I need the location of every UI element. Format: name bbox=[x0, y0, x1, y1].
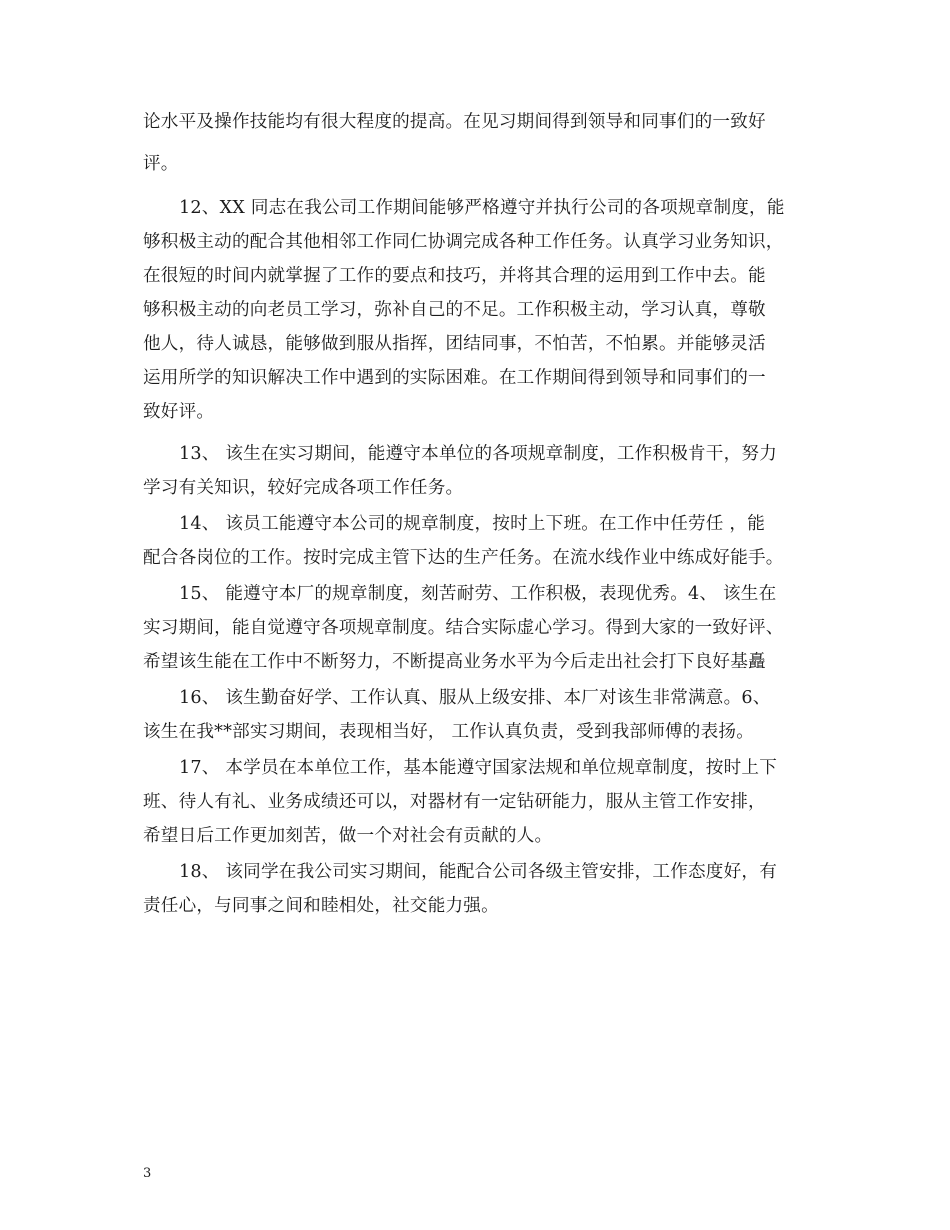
text-line: 18、 该同学在我公司实习期间，能配合公司各级主管安排，工作态度好，有 bbox=[179, 862, 777, 882]
text-line: 评。 bbox=[143, 154, 179, 174]
text-line: 12、XX 同志在我公司工作期间能够严格遵守并执行公司的各项规章制度，能 bbox=[179, 198, 785, 218]
text-line: 够积极主动的配合其他相邻工作同仁协调完成各种工作任务。认真学习业务知识， bbox=[143, 232, 784, 252]
text-line: 责任心，与同事之间和睦相处，社交能力强。 bbox=[143, 896, 499, 916]
text-line: 班、待人有礼、业务成绩还可以，对器材有一定钻研能力，服从主管工作安排， bbox=[143, 792, 766, 812]
page-number: 3 bbox=[143, 1166, 152, 1181]
text-line: 致好评。 bbox=[143, 402, 215, 422]
text-line: 学习有关知识，较好完成各项工作任务。 bbox=[143, 478, 464, 498]
text-line: 14、 该员工能遵守本公司的规章制度，按时上下班。在工作中任劳任 ，能 bbox=[179, 514, 765, 534]
text-line: 15、 能遵守本厂的规章制度，刻苦耐劳、工作积极，表现优秀。4、 该生在 bbox=[179, 584, 777, 604]
text-line: 够积极主动的向老员工学习，弥补自己的不足。工作积极主动，学习认真，尊敬 bbox=[143, 300, 766, 320]
text-line: 实习期间，能自觉遵守各项规章制度。结合实际虚心学习。得到大家的一致好评、 bbox=[143, 618, 784, 638]
text-line: 配合各岗位的工作。按时完成主管下达的生产任务。在流水线作业中练成好能手。 bbox=[143, 548, 784, 568]
text-line: 运用所学的知识解决工作中遇到的实际困难。在工作期间得到领导和同事们的一 bbox=[143, 368, 766, 388]
text-line: 该生在我**部实习期间，表现相当好， 工作认真负责，受到我部师傅的表扬。 bbox=[143, 722, 754, 742]
text-line: 16、 该生勤奋好学、工作认真、服从上级安排、本厂对该生非常满意。6、 bbox=[179, 688, 771, 708]
text-line: 论水平及操作技能均有很大程度的提高。在见习期间得到领导和同事们的一致好 bbox=[143, 112, 766, 132]
text-line: 13、 该生在实习期间，能遵守本单位的各项规章制度，工作积极肯干，努力 bbox=[179, 444, 777, 464]
text-line: 他人，待人诚恳，能够做到服从指挥，团结同事，不怕苦，不怕累。并能够灵活 bbox=[143, 334, 766, 354]
text-line: 在很短的时间内就掌握了工作的要点和技巧，并将其合理的运用到工作中去。能 bbox=[143, 266, 766, 286]
text-line: 希望日后工作更加刻苦，做一个对社会有贡献的人。 bbox=[143, 826, 553, 846]
text-line: 17、 本学员在本单位工作，基本能遵守国家法规和单位规章制度，按时上下 bbox=[179, 758, 777, 778]
text-line: 希望该生能在工作中不断努力，不断提高业务水平为今后走出社会打下良好基矗 bbox=[143, 652, 766, 672]
